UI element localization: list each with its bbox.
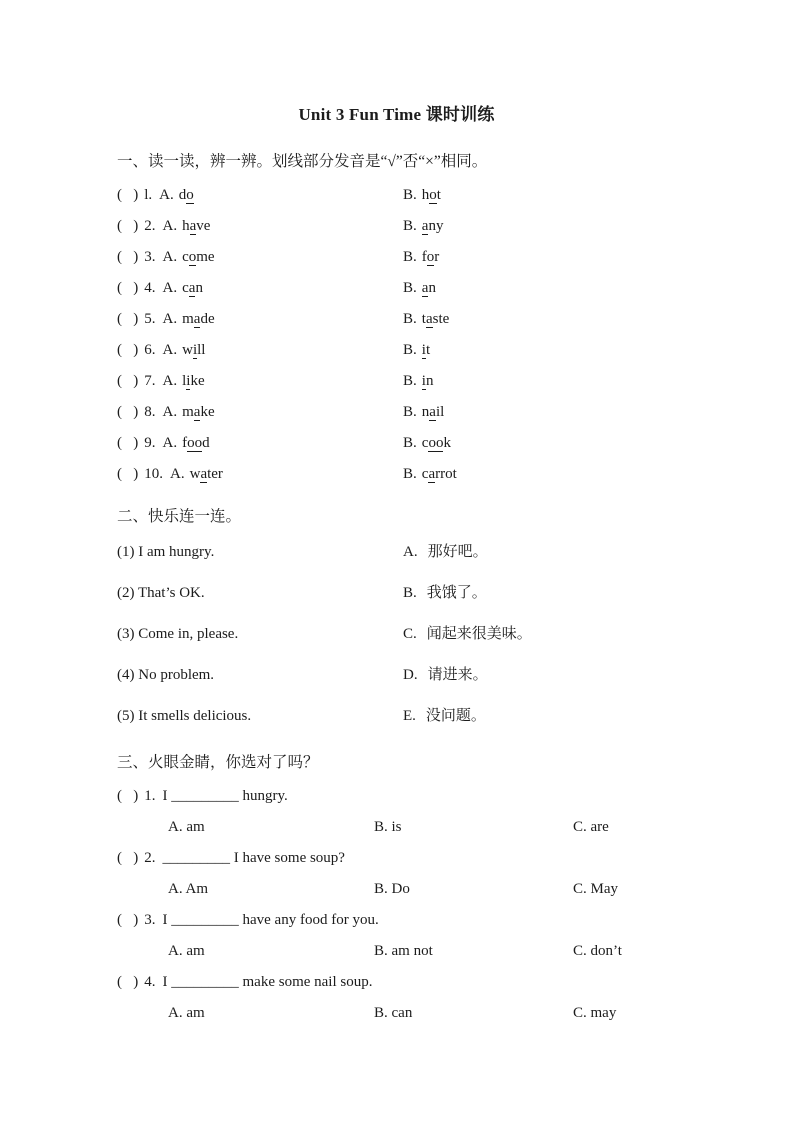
item-number: 7. <box>144 373 156 389</box>
question-number: 1. <box>144 788 156 804</box>
word-b-pre: c <box>421 466 429 482</box>
word-b-post: t <box>425 342 431 358</box>
word-a-pre: w <box>182 342 193 358</box>
matching-letter: C. <box>403 626 417 642</box>
underlined-letters: i <box>421 342 426 358</box>
option-b-label: B. <box>403 280 417 296</box>
option-b: B. Do <box>374 881 410 897</box>
matching-letter: E. <box>403 708 416 724</box>
phonics-item-5 <box>117 304 753 335</box>
word-b <box>422 466 457 483</box>
word-b-post: il <box>435 404 445 420</box>
underlined-letters: a <box>428 466 436 482</box>
word-b <box>422 218 444 235</box>
word-b <box>422 249 440 266</box>
option-b: B. can <box>374 1005 413 1021</box>
question-text: I _________ have any food for you. <box>162 912 379 928</box>
matching-chinese: 请进来。 <box>427 667 488 683</box>
item-number: 10. <box>144 466 163 482</box>
word-b-pre: c <box>421 435 429 451</box>
phonics-item-10 <box>117 459 753 490</box>
word-a <box>182 249 215 266</box>
item-number: 3. <box>144 249 156 265</box>
worksheet-content <box>0 149 793 1029</box>
underlined-letters: a <box>425 311 433 327</box>
phonics-list <box>117 180 753 490</box>
phonics-item-9 <box>117 428 753 459</box>
section-1-header: 一、读一读，辨一辨。划线部分发音是“√”否“×”相同。 <box>117 153 488 170</box>
answer-parentheses: ( ) <box>117 404 139 420</box>
word-b-post: n <box>428 280 436 296</box>
option-a-label: A. <box>162 311 178 327</box>
matching-chinese: 那好吧。 <box>427 544 488 560</box>
matching-right <box>403 696 753 737</box>
option-b-label: B. <box>403 187 417 203</box>
answer-parentheses: ( ) <box>117 218 139 234</box>
answer-parentheses: ( ) <box>117 435 139 451</box>
matching-item-5 <box>117 696 753 737</box>
matching-item-4 <box>117 655 753 696</box>
underlined-letters: i <box>421 373 426 389</box>
option-b-label: B. <box>403 466 417 482</box>
item-number: 9. <box>144 435 156 451</box>
option-b: B. is <box>374 819 402 835</box>
word-a-post: d <box>202 435 210 451</box>
answer-parentheses: ( ) <box>117 187 139 203</box>
word-a <box>182 311 215 328</box>
word-b-post: n <box>425 373 434 389</box>
word-a <box>190 466 223 483</box>
matching-left: (3) Come in, please. <box>117 626 239 642</box>
underlined-letters: a <box>188 280 196 296</box>
word-a-post: ve <box>196 218 211 234</box>
word-b <box>422 435 451 452</box>
option-b-label: B. <box>403 249 417 265</box>
word-a <box>182 435 210 452</box>
item-number: 4. <box>144 280 156 296</box>
matching-right <box>403 614 753 655</box>
item-number: 5. <box>144 311 156 327</box>
word-b-post: t <box>436 187 441 203</box>
word-b-pre: f <box>421 249 427 265</box>
option-a: A. am <box>168 1005 205 1021</box>
options-row <box>117 874 753 905</box>
word-b <box>422 404 445 421</box>
option-a-label: A. <box>162 373 178 389</box>
option-a-label: A. <box>162 280 178 296</box>
word-b <box>422 373 434 390</box>
answer-parentheses: ( ) <box>117 912 139 928</box>
matching-right <box>403 573 753 614</box>
option-b: B. am not <box>374 943 433 959</box>
underlined-letters: o <box>188 249 197 265</box>
word-a <box>182 342 205 359</box>
matching-letter: B. <box>403 585 417 601</box>
word-a <box>182 218 210 235</box>
word-a-pre: d <box>178 187 187 203</box>
underlined-letters: o <box>429 187 437 203</box>
answer-parentheses: ( ) <box>117 466 139 482</box>
option-a: A. am <box>168 819 205 835</box>
question-number: 2. <box>144 850 156 866</box>
option-c: C. are <box>573 819 609 835</box>
word-a-pre: h <box>182 218 190 234</box>
matching-chinese: 我饿了。 <box>426 585 487 601</box>
word-b <box>422 187 441 204</box>
word-a-pre: w <box>189 466 201 482</box>
matching-left: (1) I am hungry. <box>117 544 215 560</box>
word-a-post: me <box>196 249 215 265</box>
word-b-post: rrot <box>435 466 457 482</box>
word-a-post: ter <box>207 466 223 482</box>
matching-chinese: 没问题。 <box>425 708 486 724</box>
word-a-pre: c <box>182 280 189 296</box>
question-item-4 <box>117 967 753 1029</box>
underlined-letters: oo <box>187 435 203 451</box>
underlined-letters: o <box>426 249 435 265</box>
matching-right <box>403 655 753 696</box>
underlined-letters: a <box>193 311 201 327</box>
word-b-post: r <box>434 249 440 265</box>
option-a-label: A. <box>159 187 174 203</box>
section-2-header: 二、快乐连一连。 <box>117 508 242 525</box>
underlined-letters: o <box>186 187 194 203</box>
item-number: 8. <box>144 404 156 420</box>
underlined-letters: a <box>193 404 201 420</box>
word-a-post: n <box>195 280 203 296</box>
underlined-letters: a <box>421 280 429 296</box>
option-a-label: A. <box>162 404 178 420</box>
matching-list <box>117 532 753 737</box>
option-c: C. don’t <box>573 943 622 959</box>
underlined-letters: a <box>421 218 429 234</box>
option-c: C. May <box>573 881 618 897</box>
option-b-label: B. <box>403 373 417 389</box>
options-row <box>117 812 753 843</box>
option-a-label: A. <box>162 435 178 451</box>
answer-parentheses: ( ) <box>117 342 139 358</box>
matching-left: (2) That’s OK. <box>117 585 205 601</box>
question-text: _________ I have some soup? <box>162 850 345 866</box>
question-stem <box>117 843 753 874</box>
question-item-1 <box>117 781 753 843</box>
word-b-pre: h <box>421 187 430 203</box>
question-item-2 <box>117 843 753 905</box>
question-stem <box>117 781 753 812</box>
option-b-label: B. <box>403 435 417 451</box>
word-a-pre: m <box>182 404 194 420</box>
word-a-pre: m <box>182 311 194 327</box>
word-a <box>182 404 215 421</box>
question-item-3 <box>117 905 753 967</box>
underlined-letters: a <box>189 218 197 234</box>
multiple-choice-list <box>117 781 753 1029</box>
word-b-post: ste <box>432 311 450 327</box>
word-a <box>182 280 203 297</box>
word-b-post: k <box>443 435 451 451</box>
matching-left: (4) No problem. <box>117 667 215 683</box>
word-b <box>422 342 430 359</box>
option-a-label: A. <box>170 466 185 482</box>
matching-chinese: 闻起来很美味。 <box>426 626 532 642</box>
underlined-letters: a <box>429 404 436 420</box>
underlined-letters: oo <box>428 435 444 451</box>
word-a <box>182 373 205 390</box>
option-b-label: B. <box>403 404 417 420</box>
phonics-item-1 <box>117 180 753 211</box>
phonics-item-4 <box>117 273 753 304</box>
phonics-item-2 <box>117 211 753 242</box>
question-text: I _________ hungry. <box>162 788 288 804</box>
option-b-label: B. <box>403 342 417 358</box>
matching-item-2 <box>117 573 753 614</box>
options-row <box>117 936 753 967</box>
word-b-pre: n <box>421 404 430 420</box>
answer-parentheses: ( ) <box>117 249 139 265</box>
item-number: 6. <box>144 342 156 358</box>
word-b-pre: t <box>421 311 426 327</box>
answer-parentheses: ( ) <box>117 788 139 804</box>
word-a-pre: f <box>182 435 188 451</box>
word-a <box>179 187 194 204</box>
underlined-letters: a <box>200 466 208 482</box>
word-b <box>422 280 436 297</box>
option-a-label: A. <box>162 218 178 234</box>
option-a: A. am <box>168 943 205 959</box>
matching-item-3 <box>117 614 753 655</box>
matching-left: (5) It smells delicious. <box>117 708 252 724</box>
question-stem <box>117 905 753 936</box>
question-number: 3. <box>144 912 156 928</box>
underlined-letters: i <box>192 342 198 358</box>
answer-parentheses: ( ) <box>117 311 139 327</box>
word-a-post: ll <box>197 342 206 358</box>
word-a-pre: l <box>182 373 187 389</box>
word-a-post: ke <box>190 373 205 389</box>
word-b-post: ny <box>428 218 444 234</box>
option-a-label: A. <box>162 342 178 358</box>
options-row <box>117 998 753 1029</box>
answer-parentheses: ( ) <box>117 974 139 990</box>
question-number: 4. <box>144 974 156 990</box>
item-number: 2. <box>144 218 156 234</box>
section-3-header: 三、火眼金睛，你选对了吗？ <box>117 754 319 771</box>
answer-parentheses: ( ) <box>117 280 139 296</box>
matching-letter: D. <box>403 667 418 683</box>
option-a: A. Am <box>168 881 209 897</box>
matching-item-1 <box>117 532 753 573</box>
phonics-item-8 <box>117 397 753 428</box>
item-number: l. <box>144 187 153 203</box>
answer-parentheses: ( ) <box>117 850 139 866</box>
word-a-post: ke <box>200 404 215 420</box>
question-stem <box>117 967 753 998</box>
phonics-item-6 <box>117 335 753 366</box>
phonics-item-3 <box>117 242 753 273</box>
matching-letter: A. <box>403 544 418 560</box>
option-c: C. may <box>573 1005 617 1021</box>
option-a-label: A. <box>162 249 178 265</box>
option-b-label: B. <box>403 311 417 327</box>
question-text: I _________ make some nail soup. <box>162 974 373 990</box>
matching-right <box>403 532 753 573</box>
underlined-letters: i <box>186 373 191 389</box>
word-b <box>422 311 450 328</box>
word-a-pre: c <box>182 249 189 265</box>
page-title: Unit 3 Fun Time 课时训练 <box>298 105 495 124</box>
answer-parentheses: ( ) <box>117 373 139 389</box>
option-b-label: B. <box>403 218 417 234</box>
word-a-post: de <box>200 311 215 327</box>
phonics-item-7 <box>117 366 753 397</box>
